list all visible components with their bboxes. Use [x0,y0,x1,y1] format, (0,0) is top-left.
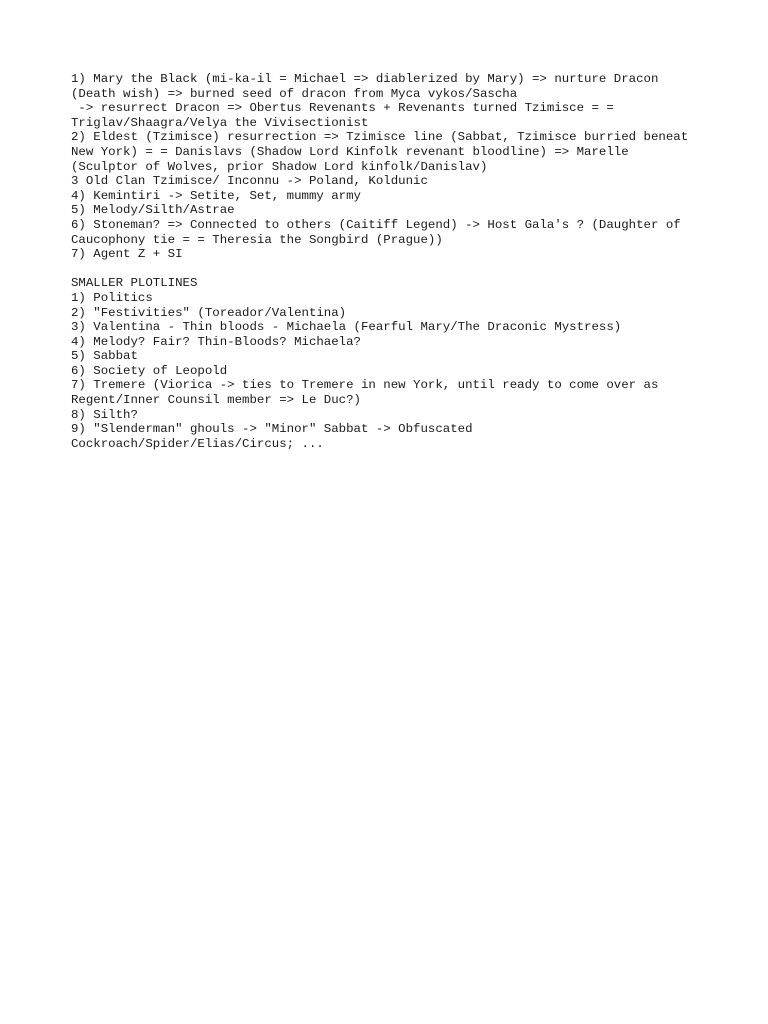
text-line: 6) Society of Leopold [71,363,228,378]
text-line: Caucophony tie = = Theresia the Songbird (Prague)) [71,232,443,247]
text-line: 9) "Slenderman" ghouls -> "Minor" Sabbat -> Obfuscated [71,422,473,437]
text-line: (Sculptor of Wolves, prior Shadow Lord kinfolk/Danislav) [71,159,488,174]
text-line: 7) Agent Z + SI [71,247,183,262]
text-line: 6) Stoneman? => Connected to others (Caitiff Legend) -> Host Gala's ? (Daughter of [71,217,681,232]
text-line: 1) Politics [71,290,153,305]
text-line: -> resurrect Dracon => Obertus Revenants + Revenants turned Tzimisce = = [71,101,614,116]
text-line: 2) Eldest (Tzimisce) resurrection => Tzimisce line (Sabbat, Tzimisce burried beneat [71,130,689,145]
section-heading: SMALLER PLOTLINES [71,276,198,291]
text-line: New York) = = Danislavs (Shadow Lord Kinfolk revenant bloodline) => Marelle [71,144,629,159]
document-text [71,72,731,451]
text-line: 3 Old Clan Tzimisce/ Inconnu -> Poland, Koldunic [71,174,428,189]
text-line: 4) Melody? Fair? Thin-Bloods? Michaela? [71,334,361,349]
text-line: 5) Sabbat [71,349,138,364]
text-line: 1) Mary the Black (mi-ka-il = Michael => diablerized by Mary) => nurture Dracon [71,72,659,86]
text-line: Triglav/Shaagra/Velya the Vivisectionist [71,115,369,130]
text-line: (Death wish) => burned seed of dracon from Myca vykos/Sascha [71,86,518,101]
text-line: 5) Melody/Silth/Astrae [71,203,235,218]
text-line: 3) Valentina - Thin bloods - Michaela (Fearful Mary/The Draconic Mystress) [71,320,622,335]
blank-line [71,262,731,277]
text-line: 4) Kemintiri -> Setite, Set, mummy army [71,188,361,203]
text-line: 2) "Festivities" (Toreador/Valentina) [71,305,347,320]
text-line: Regent/Inner Counsil member => Le Duc?) [71,393,361,408]
text-line: 7) Tremere (Viorica -> ties to Tremere in new York, until ready to come over as [71,378,659,393]
text-line: Cockroach/Spider/Elias/Circus; ... [71,436,324,451]
text-line: 8) Silth? [71,407,138,422]
